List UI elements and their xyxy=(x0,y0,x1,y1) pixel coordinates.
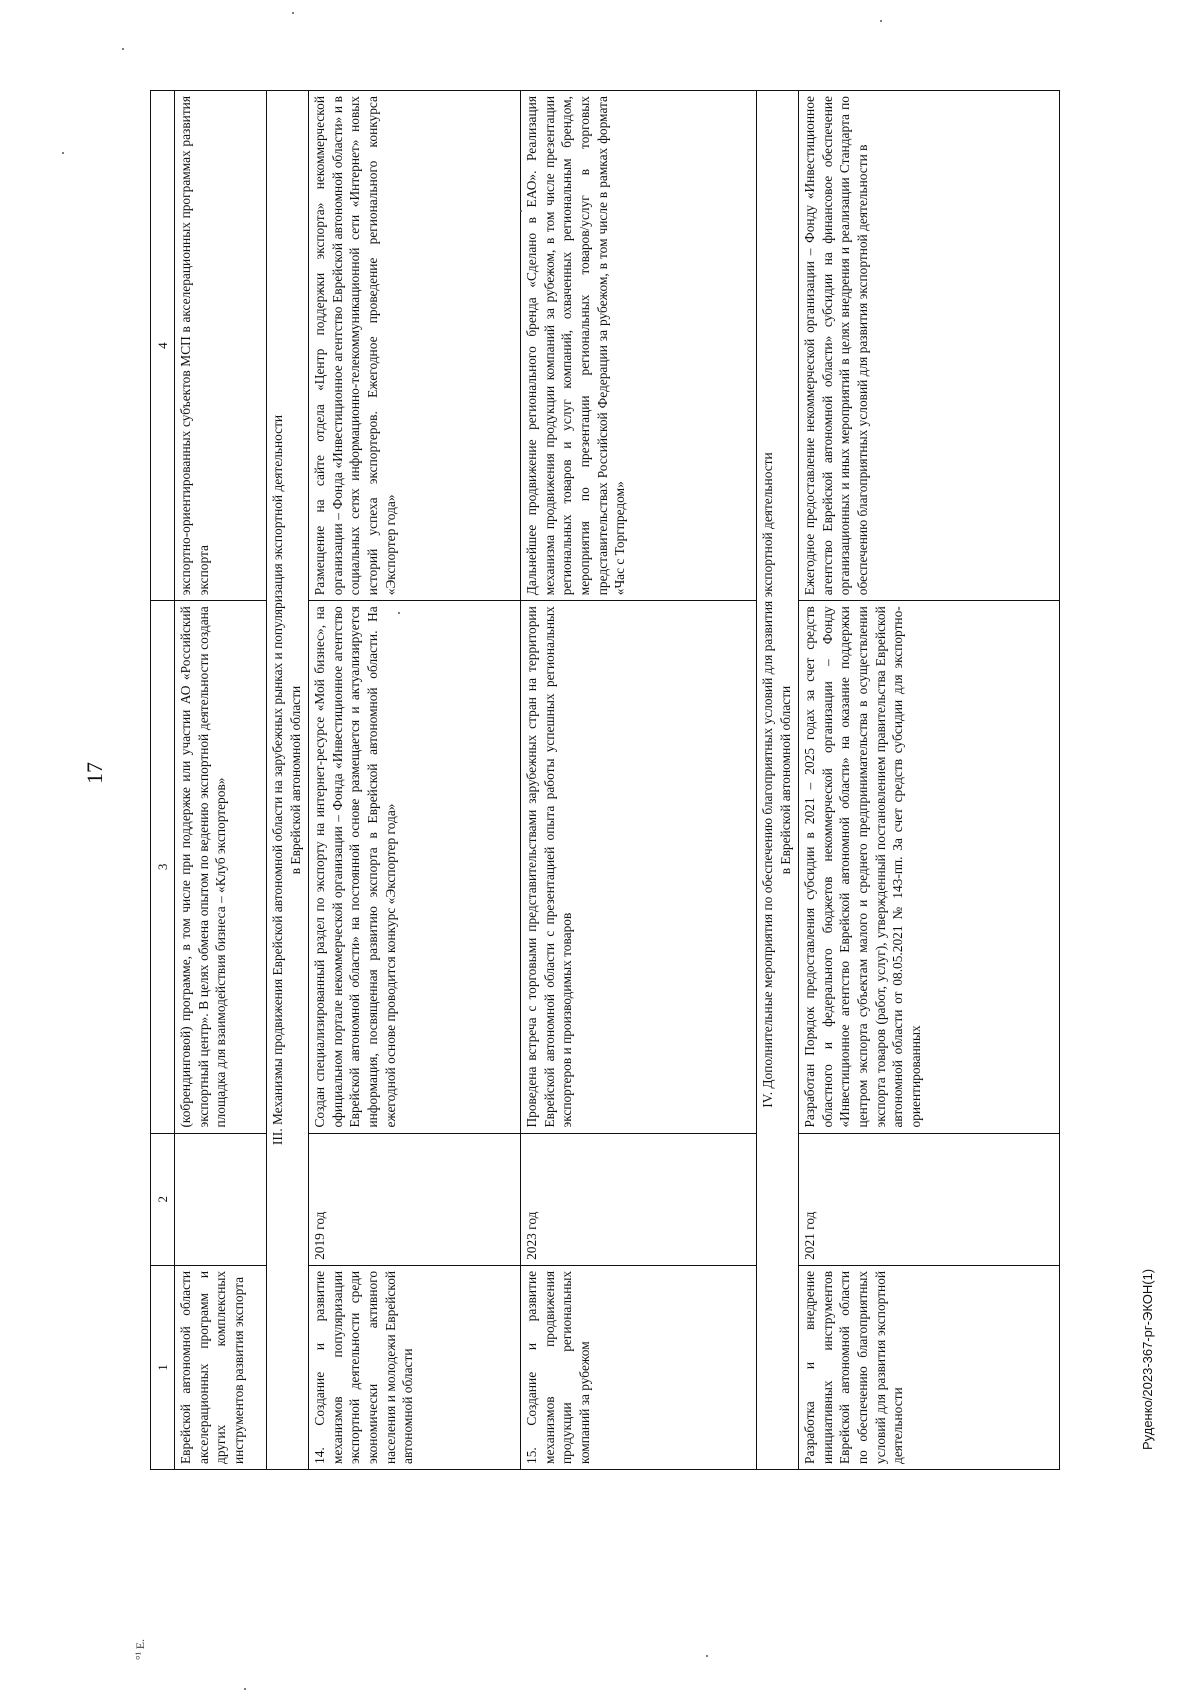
section-heading-line: IV. Дополнительные мероприятия по обеспечению благоприятных условий для развития экспортной деятельности xyxy=(760,452,775,1108)
scan-speck xyxy=(122,48,124,50)
section-heading-line: в Еврейской автономной области xyxy=(777,685,793,875)
column-number-row xyxy=(151,91,175,1470)
section-heading-line: III. Механизмы продвижения Еврейской автономной области на зарубежных рынках и популяризация экспортной деятельности xyxy=(270,414,285,1146)
year-cell: 2023 год xyxy=(521,1133,757,1265)
scan-speck xyxy=(244,1688,246,1690)
rotated-table-frame xyxy=(150,90,1060,1470)
plan-cell: Ежегодное предоставление некоммерческой организации – Фонду «Инвестиционное агентство Еврейской автономной области» субсидии на финансовое обеспечение организационных и иных мероприятий в целях внедрения и реализации Стандарта по обеспечению благоприятных условий для развития экспортной деятельности в xyxy=(799,91,1060,601)
table-row xyxy=(799,91,1060,1470)
table-row xyxy=(309,91,521,1470)
plan-cell: Дальнейшее продвижение регионального бренда «Сделано в ЕАО». Реализация механизма продвижения продукции компаний за рубежом, в том числе презентации региональных товаров и услуг компаний, охваченных региональным брендом, мероприятия по презентации региональных товаров/услуг в торговых представительствах Российской Федерации за рубежом, в том числе в рамках формата «Час с Торгпредом» xyxy=(521,91,757,601)
document-code: Руденко/2023-367-рг-ЭКОН(1) xyxy=(1140,1268,1155,1450)
section-heading-row xyxy=(757,91,799,1470)
page-number: 17 xyxy=(82,762,107,784)
scan-speck xyxy=(398,612,400,614)
table-row xyxy=(521,91,757,1470)
status-cell: Разработан Порядок предоставления субсидии в 2021 – 2025 годах за счет средств областного и федерального бюджетов некоммерческой организации – Фонду «Инвестиционное агентство Еврейской автономной области» на оказание поддержки центром экспорта субъектам малого и среднего предпринимательства в осуществлении экспорта товаров (работ, услуг), утвержденный постановлением правительства Еврейской автономной области от 08.05.2021 № 143-пп. За счет средств субсидии для экспортно-ориентированных xyxy=(799,601,1060,1133)
status-cell: (кобрендинговой) программе, в том числе при поддержке или участии АО «Российский экспортный центр». В целях обмена опытом по ведению экспортной деятельности создана площадка для взаимодействия бизнеса – «Клуб экспортеров» xyxy=(175,601,267,1133)
year-cell: 2019 год xyxy=(309,1133,521,1265)
task-cell: Разработка и внедрение инициативных инструментов Еврейской автономной области по обеспечению благоприятных условий для развития экспортной деятельности xyxy=(799,1265,1060,1469)
task-cell: Еврейской автономной области акселерационных программ и других комплексных инструментов развития экспорта xyxy=(175,1265,267,1469)
task-cell: 14. Создание и развитие механизмов популяризации экспортной деятельности среди экономически активного населения и молодежи Еврейской автономной области xyxy=(309,1265,521,1469)
scan-speck xyxy=(292,12,294,14)
scan-speck xyxy=(706,1655,708,1657)
column-number: 3 xyxy=(151,601,175,1133)
scan-artifact-mark: °​¹ E. xyxy=(133,1638,148,1661)
year-cell xyxy=(175,1133,267,1265)
scan-speck xyxy=(520,210,522,212)
column-number: 4 xyxy=(151,91,175,601)
program-table xyxy=(150,90,1060,1470)
plan-cell: экспортно-ориентированных субъектов МСП в акселерационных программах развития экспорта xyxy=(175,91,267,601)
section-heading xyxy=(267,91,309,1470)
section-heading-row xyxy=(267,91,309,1470)
table-row xyxy=(175,91,267,1470)
task-cell: 15. Создание и развитие механизмов продвижения продукции региональных компаний за рубежом xyxy=(521,1265,757,1469)
column-number: 1 xyxy=(151,1265,175,1469)
column-number: 2 xyxy=(151,1133,175,1265)
year-cell: 2021 год xyxy=(799,1133,1060,1265)
scan-speck xyxy=(62,152,64,154)
scan-speck xyxy=(880,20,882,22)
plan-cell: Размещение на сайте отдела «Центр поддержки экспорта» некоммерческой организации – Фонда «Инвестиционное агентство Еврейской автономной области» и в социальных сетях информационно-телекоммуникационной сети «Интернет» новых историй успеха экспортеров. Ежегодное проведение регионального конкурса «Экспортер года» xyxy=(309,91,521,601)
section-heading-line: в Еврейской автономной области xyxy=(287,685,303,875)
status-cell: Создан специализированный раздел по экспорту на интернет-ресурсе «Мой бизнес», на официальном портале некоммерческой организации – Фонда «Инвестиционное агентство Еврейской автономной области» на постоянной основе размещается и актуализируется информация, посвященная развитию экспорта в Еврейской автономной области. На ежегодной основе проводится конкурс «Экспортер года» xyxy=(309,601,521,1133)
status-cell: Проведена встреча с торговыми представительствами зарубежных стран на территории Еврейской автономной области с презентацией опыта работы успешных региональных экспортеров и производимых товаров xyxy=(521,601,757,1133)
section-heading xyxy=(757,91,799,1470)
